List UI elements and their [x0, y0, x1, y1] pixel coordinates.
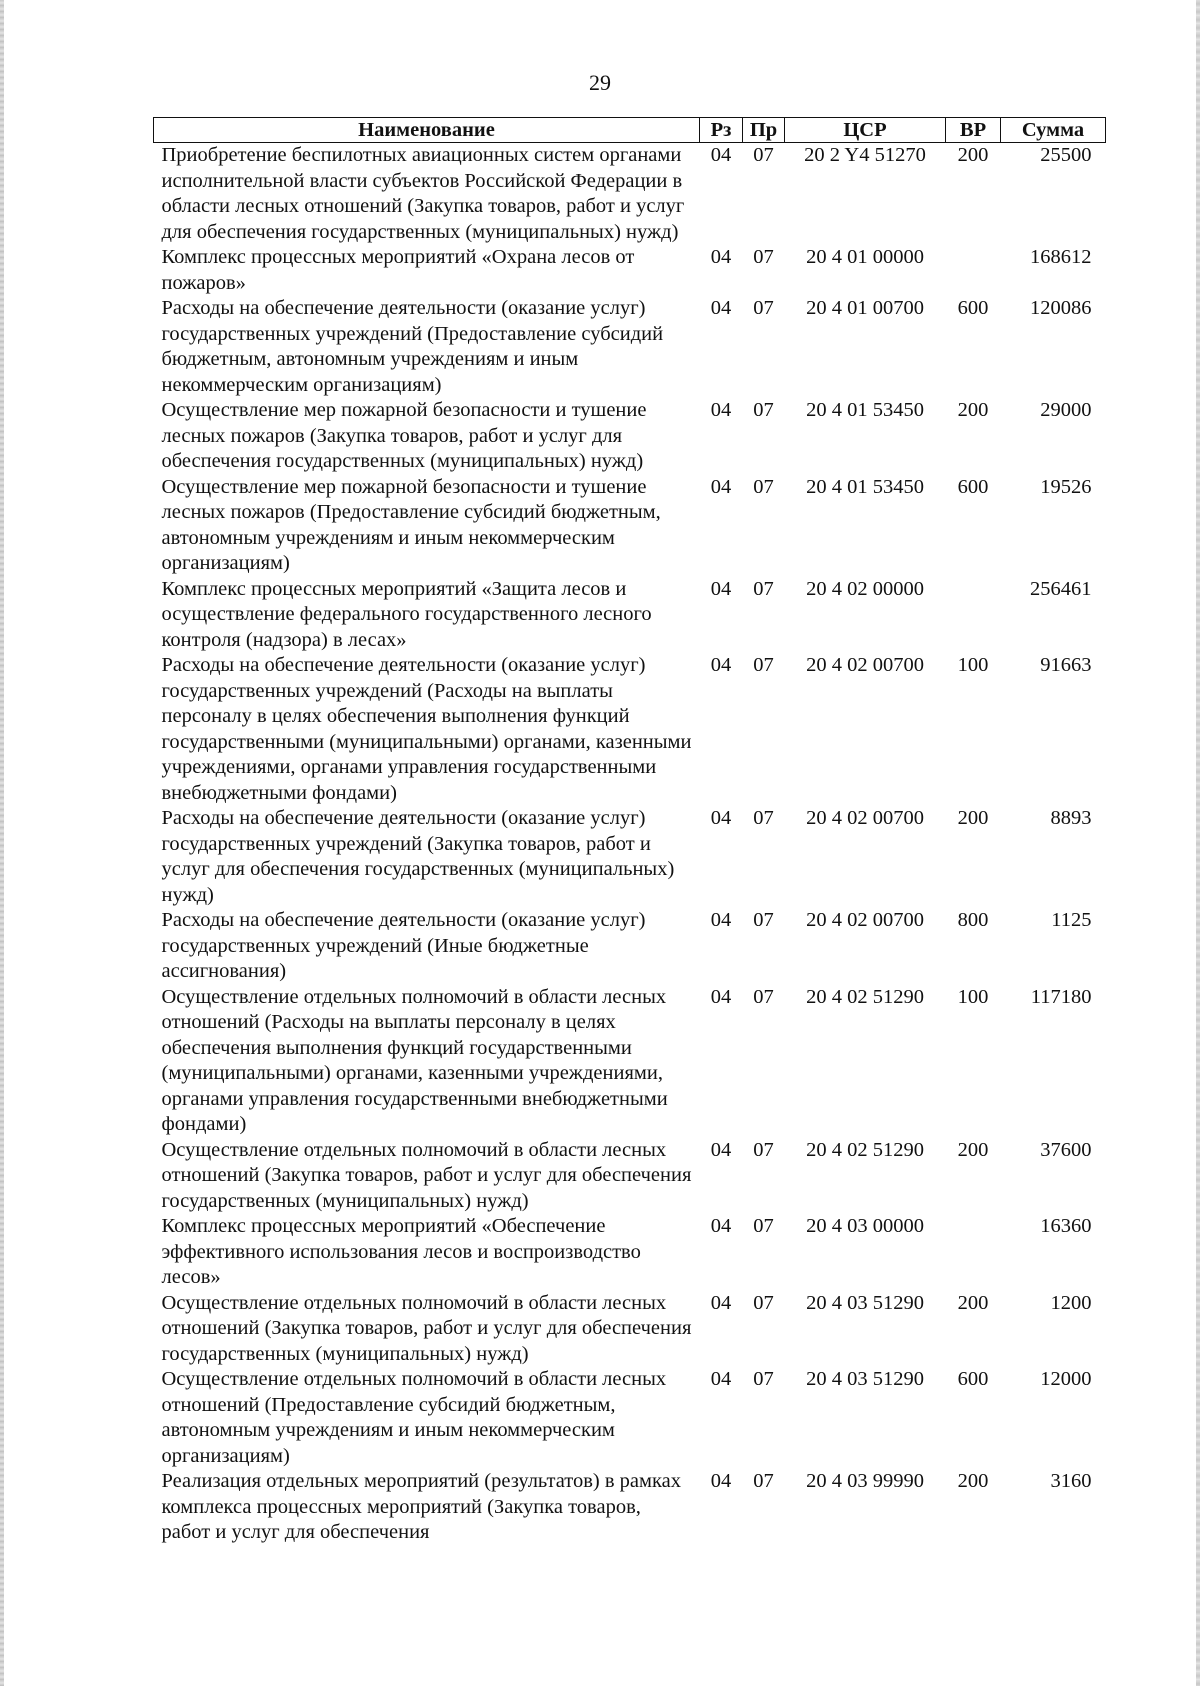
cell-pr: 07	[753, 1215, 774, 1237]
header-name: Наименование	[154, 118, 700, 143]
cell-rz: 04	[710, 985, 732, 1008]
cell-pr: 07	[753, 909, 774, 931]
table-row	[154, 1367, 1106, 1469]
cell-pr: 07	[753, 1291, 774, 1314]
cell-csr: 20 4 03 00000	[806, 1215, 924, 1237]
cell-vr: 200	[957, 1470, 989, 1492]
cell-vr	[946, 577, 1001, 654]
cell-sum: 37600	[1040, 1138, 1092, 1161]
cell-vr: 600	[957, 1368, 989, 1390]
cell-pr: 07	[753, 399, 774, 421]
cell-csr: 20 4 03 51290	[806, 1368, 924, 1390]
cell-vr: 200	[957, 1291, 989, 1314]
table-row	[154, 653, 1106, 806]
header-vr: ВР	[946, 118, 1001, 143]
table-row	[154, 143, 1106, 246]
table-row	[154, 245, 1106, 296]
cell-vr: 600	[957, 475, 989, 498]
cell-rz: 04	[710, 246, 732, 268]
header-rz: Рз	[700, 118, 743, 143]
table-body	[154, 143, 1106, 1546]
cell-sum: 120086	[1030, 297, 1092, 319]
cell-name: Осуществление отдельных полномочий в области лесных отношений (Закупка товаров, работ и услуг для обеспечения государственных (муниципальных) нужд)	[161, 1291, 692, 1365]
header-pr: Пр	[743, 118, 785, 143]
cell-pr: 07	[753, 577, 774, 600]
table-row	[154, 908, 1106, 985]
cell-csr: 20 4 01 00000	[806, 246, 924, 268]
cell-csr: 20 2 Y4 51270	[804, 144, 926, 166]
cell-rz: 04	[710, 807, 732, 829]
cell-sum: 91663	[1040, 654, 1092, 676]
cell-vr: 200	[957, 399, 989, 421]
header-csr: ЦСР	[785, 118, 946, 143]
cell-vr: 200	[957, 1138, 989, 1161]
table-row	[154, 1214, 1106, 1291]
cell-name: Расходы на обеспечение деятельности (оказание услуг) государственных учреждений (Расходы на выплаты персоналу в целях обеспечения выполнения функций государственными (муниципальными) органами, казенными учреждениями, органами управления государственными внебюджетными фондами)	[161, 654, 692, 804]
table-row	[154, 1291, 1106, 1368]
table-row	[154, 577, 1106, 654]
table-row	[154, 985, 1106, 1138]
cell-rz: 04	[710, 1138, 732, 1161]
cell-rz: 04	[710, 399, 732, 421]
cell-name: Реализация отдельных мероприятий (результатов) в рамках комплекса процессных мероприятий (Закупка товаров, работ и услуг для обеспечения	[161, 1470, 681, 1543]
table-row	[154, 398, 1106, 475]
cell-pr: 07	[753, 144, 774, 166]
table-header	[154, 118, 1106, 143]
cell-csr: 20 4 01 53450	[806, 399, 924, 421]
cell-csr: 20 4 03 51290	[806, 1291, 924, 1314]
cell-rz: 04	[710, 297, 732, 319]
cell-vr: 800	[957, 909, 989, 931]
table-row	[154, 1469, 1106, 1546]
cell-pr: 07	[753, 807, 774, 829]
table-row	[154, 475, 1106, 577]
cell-csr: 20 4 02 00700	[806, 654, 924, 676]
budget-table	[153, 117, 1106, 1546]
cell-csr: 20 4 01 53450	[806, 475, 924, 498]
cell-csr: 20 4 02 00700	[806, 807, 924, 829]
cell-sum: 3160	[1050, 1470, 1092, 1492]
table-row	[154, 806, 1106, 908]
cell-csr: 20 4 02 00700	[806, 909, 924, 931]
cell-sum: 25500	[1040, 144, 1092, 166]
cell-name: Расходы на обеспечение деятельности (оказание услуг) государственных учреждений (Предоставление субсидий бюджетным, автономным учреждениям и иным некоммерческим организациям)	[161, 297, 664, 396]
cell-vr: 200	[957, 144, 989, 166]
cell-pr: 07	[753, 475, 774, 498]
cell-sum: 29000	[1040, 399, 1092, 421]
cell-sum: 19526	[1040, 475, 1092, 498]
cell-rz: 04	[710, 909, 732, 931]
cell-sum: 168612	[1030, 246, 1092, 268]
cell-sum: 16360	[1040, 1215, 1092, 1237]
cell-rz: 04	[710, 1368, 732, 1390]
header-row	[154, 118, 1106, 143]
cell-name: Осуществление отдельных полномочий в области лесных отношений (Расходы на выплаты персоналу в целях обеспечения выполнения функций государственными (муниципальными) органами, казенными учреждениями, органами управления государственными внебюджетными фондами)	[161, 985, 668, 1135]
header-sum: Сумма	[1001, 118, 1106, 143]
cell-rz: 04	[710, 144, 732, 166]
cell-vr: 600	[957, 297, 989, 319]
cell-name: Осуществление отдельных полномочий в области лесных отношений (Закупка товаров, работ и услуг для обеспечения государственных (муниципальных) нужд)	[161, 1138, 692, 1212]
cell-vr: 100	[957, 985, 989, 1008]
cell-pr: 07	[753, 246, 774, 268]
cell-rz: 04	[710, 1291, 732, 1314]
cell-name: Комплекс процессных мероприятий «Охрана лесов от пожаров»	[161, 246, 635, 294]
cell-sum: 1125	[1051, 909, 1092, 931]
cell-rz: 04	[710, 654, 732, 676]
cell-name: Осуществление мер пожарной безопасности и тушение лесных пожаров (Закупка товаров, работ и услуг для обеспечения государственных (муниципальных) нужд)	[161, 399, 647, 472]
cell-name: Приобретение беспилотных авиационных систем органами исполнительной власти субъектов Российской Федерации в области лесных отношений (Закупка товаров, работ и услуг для обеспечения государственных (муниципальных) нужд)	[161, 144, 685, 243]
cell-name: Комплекс процессных мероприятий «Обеспечение эффективного использования лесов и воспроизводство лесов»	[161, 1215, 641, 1288]
cell-csr: 20 4 02 00000	[806, 577, 924, 600]
cell-vr	[946, 1214, 1001, 1291]
cell-vr: 100	[957, 654, 989, 676]
cell-sum: 8893	[1050, 807, 1092, 829]
cell-name: Осуществление отдельных полномочий в области лесных отношений (Предоставление субсидий бюджетным, автономным учреждениям и иным некоммерческим организациям)	[161, 1368, 667, 1467]
table-row	[154, 1138, 1106, 1215]
cell-csr: 20 4 01 00700	[806, 297, 924, 319]
cell-csr: 20 4 02 51290	[806, 985, 924, 1008]
cell-vr	[946, 245, 1001, 296]
cell-rz: 04	[710, 1215, 732, 1237]
cell-sum: 1200	[1050, 1291, 1092, 1314]
cell-rz: 04	[710, 1470, 732, 1492]
scan-edge-right	[1196, 0, 1200, 1686]
cell-pr: 07	[753, 654, 774, 676]
page-number: 29	[589, 70, 611, 95]
cell-sum: 117180	[1030, 985, 1092, 1008]
cell-sum: 256461	[1030, 577, 1092, 600]
cell-csr: 20 4 02 51290	[806, 1138, 924, 1161]
cell-rz: 04	[710, 577, 732, 600]
cell-vr: 200	[957, 807, 989, 829]
cell-pr: 07	[753, 1368, 774, 1390]
cell-sum: 12000	[1040, 1368, 1092, 1390]
scan-edge-left	[0, 0, 4, 1686]
cell-name: Комплекс процессных мероприятий «Защита лесов и осуществление федерального государственного лесного контроля (надзора) в лесах»	[161, 577, 652, 651]
cell-csr: 20 4 03 99990	[806, 1470, 924, 1492]
cell-pr: 07	[753, 297, 774, 319]
cell-name: Расходы на обеспечение деятельности (оказание услуг) государственных учреждений (Закупка товаров, работ и услуг для обеспечения государственных (муниципальных) нужд)	[161, 807, 675, 906]
cell-pr: 07	[753, 1470, 774, 1492]
cell-name: Расходы на обеспечение деятельности (оказание услуг) государственных учреждений (Иные бюджетные ассигнования)	[161, 909, 646, 982]
cell-rz: 04	[710, 475, 732, 498]
table-row	[154, 296, 1106, 398]
cell-pr: 07	[753, 985, 774, 1008]
cell-pr: 07	[753, 1138, 774, 1161]
cell-name: Осуществление мер пожарной безопасности и тушение лесных пожаров (Предоставление субсидий бюджетным, автономным учреждениям и иным некоммерческим организациям)	[161, 475, 661, 574]
